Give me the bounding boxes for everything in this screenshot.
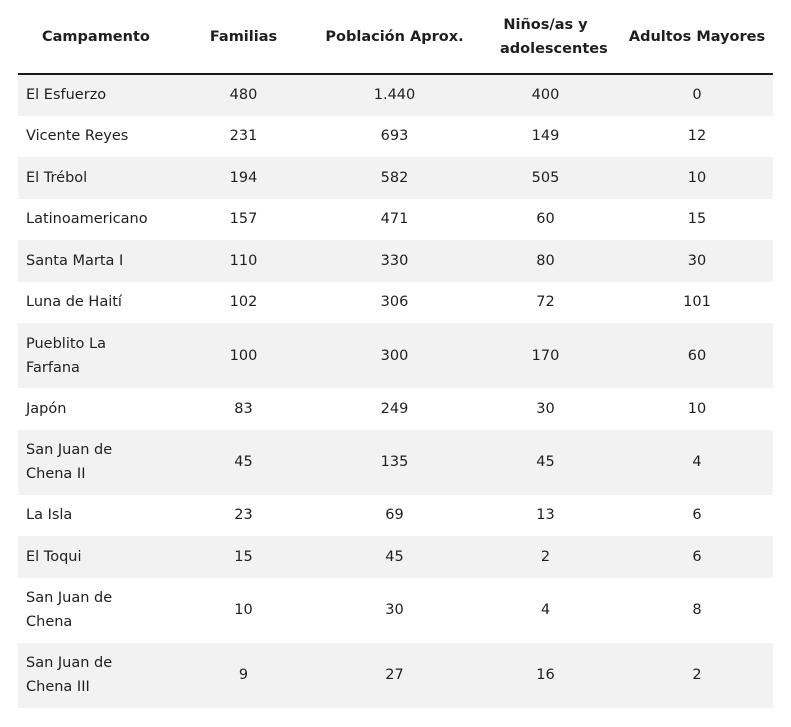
cell-campamento: Santa Marta I bbox=[18, 240, 168, 282]
table-body bbox=[18, 74, 773, 708]
cell-poblacion: 693 bbox=[319, 116, 470, 158]
header-poblacion: Población Aprox. bbox=[319, 0, 470, 74]
cell-familias: 10 bbox=[168, 578, 319, 643]
cell-campamento: La Isla bbox=[18, 495, 168, 537]
table-row bbox=[18, 282, 773, 324]
cell-campamento: El Toqui bbox=[18, 536, 168, 578]
campamentos-table-container bbox=[18, 0, 773, 708]
table-row bbox=[18, 157, 773, 199]
cell-adultos-mayores: 6 bbox=[621, 495, 773, 537]
table-row bbox=[18, 240, 773, 282]
cell-familias: 100 bbox=[168, 323, 319, 388]
cell-familias: 9 bbox=[168, 643, 319, 708]
cell-poblacion: 1.440 bbox=[319, 74, 470, 116]
table-row bbox=[18, 536, 773, 578]
cell-campamento: San Juan de Chena III bbox=[18, 643, 168, 708]
cell-adultos-mayores: 10 bbox=[621, 157, 773, 199]
table-header bbox=[18, 0, 773, 74]
cell-poblacion: 69 bbox=[319, 495, 470, 537]
cell-poblacion: 135 bbox=[319, 430, 470, 495]
cell-campamento: San Juan de Chena II bbox=[18, 430, 168, 495]
table-row bbox=[18, 323, 773, 388]
cell-ninos: 4 bbox=[470, 578, 621, 643]
cell-poblacion: 45 bbox=[319, 536, 470, 578]
cell-adultos-mayores: 10 bbox=[621, 388, 773, 430]
cell-familias: 102 bbox=[168, 282, 319, 324]
cell-campamento: Japón bbox=[18, 388, 168, 430]
campamentos-table bbox=[18, 0, 773, 708]
header-ninos: Niños/as y adolescentes bbox=[470, 0, 621, 74]
cell-ninos: 149 bbox=[470, 116, 621, 158]
header-adultos-mayores: Adultos Mayores bbox=[621, 0, 773, 74]
cell-adultos-mayores: 60 bbox=[621, 323, 773, 388]
table-row bbox=[18, 116, 773, 158]
cell-poblacion: 330 bbox=[319, 240, 470, 282]
table-row bbox=[18, 643, 773, 708]
cell-campamento: Pueblito La Farfana bbox=[18, 323, 168, 388]
cell-adultos-mayores: 0 bbox=[621, 74, 773, 116]
header-campamento: Campamento bbox=[18, 0, 168, 74]
table-row bbox=[18, 74, 773, 116]
header-familias: Familias bbox=[168, 0, 319, 74]
cell-familias: 15 bbox=[168, 536, 319, 578]
table-row bbox=[18, 495, 773, 537]
cell-familias: 45 bbox=[168, 430, 319, 495]
header-row bbox=[18, 0, 773, 74]
cell-poblacion: 471 bbox=[319, 199, 470, 241]
table-row bbox=[18, 199, 773, 241]
cell-ninos: 16 bbox=[470, 643, 621, 708]
cell-familias: 194 bbox=[168, 157, 319, 199]
cell-ninos: 505 bbox=[470, 157, 621, 199]
cell-adultos-mayores: 6 bbox=[621, 536, 773, 578]
cell-ninos: 45 bbox=[470, 430, 621, 495]
cell-ninos: 80 bbox=[470, 240, 621, 282]
cell-campamento: El Esfuerzo bbox=[18, 74, 168, 116]
cell-ninos: 72 bbox=[470, 282, 621, 324]
cell-familias: 83 bbox=[168, 388, 319, 430]
cell-adultos-mayores: 101 bbox=[621, 282, 773, 324]
cell-adultos-mayores: 2 bbox=[621, 643, 773, 708]
cell-poblacion: 249 bbox=[319, 388, 470, 430]
cell-familias: 480 bbox=[168, 74, 319, 116]
cell-familias: 110 bbox=[168, 240, 319, 282]
cell-familias: 231 bbox=[168, 116, 319, 158]
table-row bbox=[18, 430, 773, 495]
cell-adultos-mayores: 12 bbox=[621, 116, 773, 158]
cell-poblacion: 582 bbox=[319, 157, 470, 199]
cell-campamento: Luna de Haití bbox=[18, 282, 168, 324]
cell-campamento: El Trébol bbox=[18, 157, 168, 199]
cell-ninos: 13 bbox=[470, 495, 621, 537]
cell-adultos-mayores: 4 bbox=[621, 430, 773, 495]
table-row bbox=[18, 388, 773, 430]
cell-poblacion: 306 bbox=[319, 282, 470, 324]
cell-campamento: San Juan de Chena bbox=[18, 578, 168, 643]
table-row bbox=[18, 578, 773, 643]
cell-ninos: 30 bbox=[470, 388, 621, 430]
cell-adultos-mayores: 30 bbox=[621, 240, 773, 282]
cell-campamento: Vicente Reyes bbox=[18, 116, 168, 158]
cell-poblacion: 300 bbox=[319, 323, 470, 388]
cell-poblacion: 27 bbox=[319, 643, 470, 708]
cell-poblacion: 30 bbox=[319, 578, 470, 643]
cell-familias: 23 bbox=[168, 495, 319, 537]
cell-campamento: Latinoamericano bbox=[18, 199, 168, 241]
cell-adultos-mayores: 15 bbox=[621, 199, 773, 241]
cell-ninos: 2 bbox=[470, 536, 621, 578]
cell-ninos: 60 bbox=[470, 199, 621, 241]
cell-adultos-mayores: 8 bbox=[621, 578, 773, 643]
cell-familias: 157 bbox=[168, 199, 319, 241]
cell-ninos: 400 bbox=[470, 74, 621, 116]
cell-ninos: 170 bbox=[470, 323, 621, 388]
